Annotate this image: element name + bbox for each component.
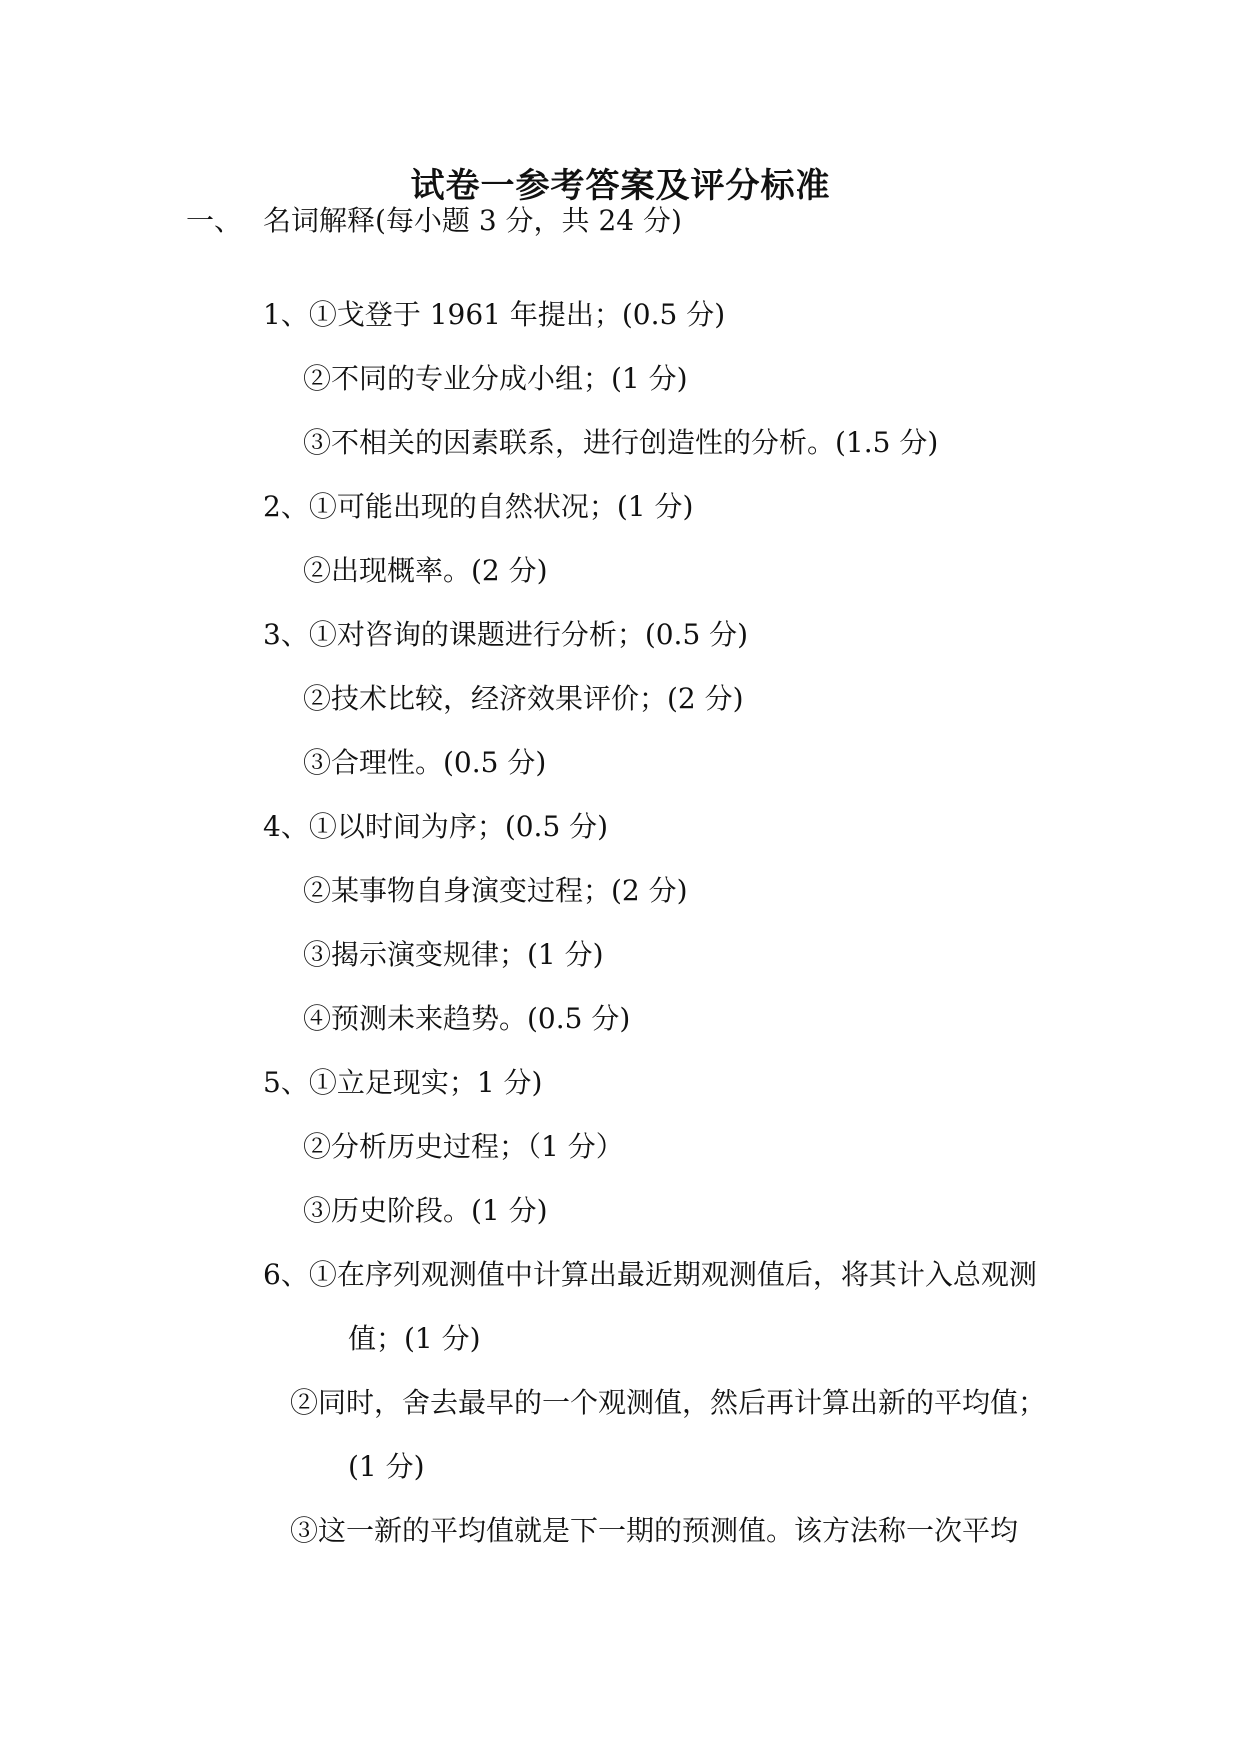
answer-line: ②技术比较，经济效果评价；(2 分) bbox=[303, 682, 744, 715]
answer-line: ④预测未来趋势。(0.5 分) bbox=[303, 1002, 631, 1035]
page-title: 试卷一参考答案及评分标准 bbox=[410, 166, 831, 206]
answer-line: 1、①戈登于 1961 年提出；(0.5 分) bbox=[263, 298, 726, 331]
answer-line: ②分析历史过程；（1 分） bbox=[303, 1130, 624, 1163]
answer-line: ③揭示演变规律；(1 分) bbox=[303, 938, 604, 971]
answer-line: ②不同的专业分成小组；(1 分) bbox=[303, 362, 688, 395]
section-heading: 名词解释(每小题 3 分，共 24 分) bbox=[263, 204, 682, 237]
section-number: 一、 bbox=[186, 204, 243, 237]
answer-line: 值；(1 分) bbox=[348, 1322, 481, 1355]
answer-line: ②出现概率。(2 分) bbox=[303, 554, 548, 587]
answer-line: ③这一新的平均值就是下一期的预测值。该方法称一次平均 bbox=[290, 1514, 1019, 1547]
answer-line: ②某事物自身演变过程；(2 分) bbox=[303, 874, 688, 907]
answer-line: (1 分) bbox=[348, 1450, 425, 1483]
answer-line: 5、①立足现实；1 分) bbox=[263, 1066, 543, 1099]
answer-line: ③历史阶段。(1 分) bbox=[303, 1194, 548, 1227]
answer-line: 2、①可能出现的自然状况；(1 分) bbox=[263, 490, 694, 523]
answer-line: ②同时，舍去最早的一个观测值，然后再计算出新的平均值； bbox=[290, 1386, 1047, 1419]
answer-line: ③不相关的因素联系，进行创造性的分析。(1.5 分) bbox=[303, 426, 939, 459]
answer-line: 3、①对咨询的课题进行分析；(0.5 分) bbox=[263, 618, 749, 651]
answer-line: 4、①以时间为序；(0.5 分) bbox=[263, 810, 609, 843]
answer-line: 6、①在序列观测值中计算出最近期观测值后，将其计入总观测 bbox=[263, 1258, 1037, 1291]
answer-line: ③合理性。(0.5 分) bbox=[303, 746, 547, 779]
